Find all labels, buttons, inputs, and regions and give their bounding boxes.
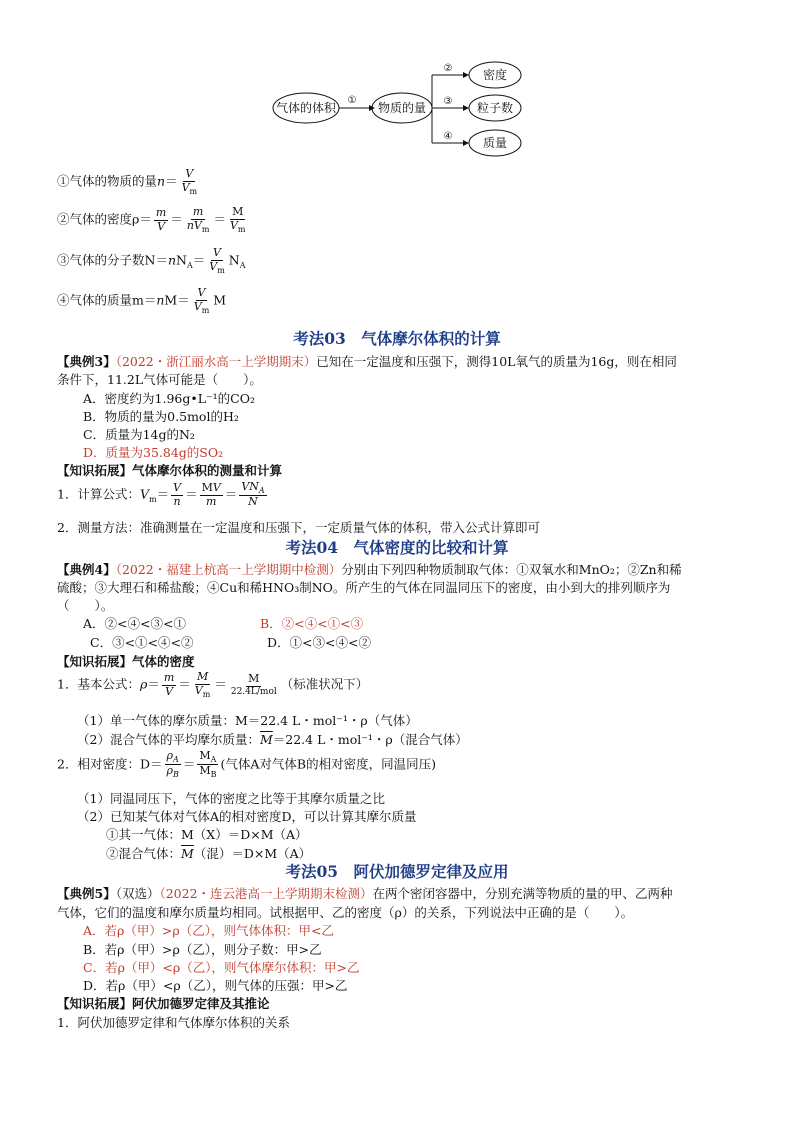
example-4-option-d: D．①<③<④<②	[267, 635, 371, 650]
arrow-2-label: ②	[443, 63, 453, 74]
example-5-option-a: A．若ρ（甲）>ρ（乙），则气体体积：甲<乙	[83, 923, 334, 938]
example-4-line3: （ ）。	[57, 598, 114, 613]
example-5-option-d: D．若ρ（甲）<ρ（乙），则气体的压强：甲>乙	[83, 978, 348, 993]
same-temp-pressure-rule: （1）同温同压下，气体的密度之比等于其摩尔质量之比	[77, 791, 385, 806]
example-4-option-a: A．②<④<③<①	[83, 616, 186, 631]
mixed-gas-molar-mass: （2）混合气体的平均摩尔质量：$\overline{M}=22.4$ L・mol⁻¹・ρ（混合气体）	[77, 732, 468, 747]
mixed-gas-case: ②混合气体：$\overline{M}$（混）＝D×M（A）	[106, 846, 312, 861]
concept-diagram	[0, 55, 794, 165]
formula-4: ④气体的质量m＝nM＝ $\frac{V}{V_m}$ M	[57, 286, 227, 315]
relative-density-formula: 2．相对密度：D＝ $\frac{\rho_A}{\rho_B}$ ＝ $\frac{M_A}{M_B}$ (气体A对气体B的相对密度，同温同压)	[57, 749, 436, 780]
node-volume-label: 气体的体积	[275, 101, 337, 115]
example-5-line2: 气体，它们的温度和摩尔质量均相同。试根据甲、乙的密度（ρ）的关系，下列说法中正确的是（ ）。	[57, 905, 634, 920]
example-5-option-b: B．若ρ（甲）>ρ（乙），则分子数：甲>乙	[83, 942, 322, 957]
example-3-line2: 条件下，11.2L气体可能是（ ）。	[57, 372, 262, 387]
molar-volume-formula: 1．计算公式：$V_m=$ $\frac{V}{n}$ ＝ $\frac{MV}{m}$ ＝ $\frac{VN_A}{N}$	[57, 480, 265, 509]
arrow-3-label: ③	[443, 96, 453, 107]
example-5-line1: 【典例5】（双选）（2022・连云港高一上学期期末检测）在两个密闭容器中，分别充满等物质的量的甲、乙两种	[57, 886, 673, 901]
example-3-option-a: A．密度约为1.96g•L⁻¹的CO₂	[83, 391, 255, 406]
single-gas-molar-mass: （1）单一气体的摩尔质量：M＝22.4 L・mol⁻¹・ρ（气体）	[77, 713, 418, 728]
density-basic-formula: 1．基本公式：ρ＝ $\frac{m}{V}$ ＝ $\frac{M}{V_m}$ ＝ $\frac{M}{\text{22.4L/mol}}$ （标准状况下）	[57, 670, 369, 699]
example-4-line1: 【典例4】（2022・福建上杭高一上学期期中检测）分别由下列四种物质制取气体：①双氧水和MnO₂；②Zn和稀	[57, 562, 682, 577]
node-particles-label: 粒子数	[476, 101, 514, 115]
section-04-title: 考法04 气体密度的比较和计算	[285, 538, 509, 557]
example-3-option-c: C．质量为14g的N₂	[83, 427, 195, 442]
avogadro-law-relation: 1．阿伏加德罗定律和气体摩尔体积的关系	[57, 1015, 290, 1030]
example-3-option-b: B．物质的量为0.5mol的H₂	[83, 409, 239, 424]
arrow-1-label: ①	[347, 95, 357, 106]
section-05-title: 考法05 阿伏加德罗定律及应用	[285, 862, 509, 881]
example-5-option-c: C．若ρ（甲）<ρ（乙），则气体摩尔体积：甲>乙	[83, 960, 360, 975]
node-density-label: 密度	[482, 68, 508, 82]
example-4-line2: 硫酸；③大理石和稀盐酸；④Cu和稀HNO₃制NO。所产生的气体在同温同压下的密度，由小到大的排列顺序为	[57, 580, 671, 595]
knowledge-ext-04: 【知识拓展】气体的密度	[57, 654, 195, 669]
measurement-method: 2．测量方法：准确测量在一定温度和压强下，一定质量气体的体积，带入公式计算即可	[57, 520, 540, 535]
single-gas-case: ①其一气体：M（X）＝D×M（A）	[106, 827, 308, 842]
formula-3: ③气体的分子数$N=nN_A=$ $\frac{V}{V_m}$ $N_A$	[57, 246, 246, 275]
formula-2: ②气体的密度ρ＝ $\frac{m}{V}$ ＝ $\frac{m}{nV_m}$ ＝ $\frac{M}{V_m}$	[57, 205, 246, 234]
section-03-title: 考法03 气体摩尔体积的计算	[293, 329, 501, 348]
relative-density-use: （2）已知某气体对气体A的相对密度D，可以计算其摩尔质量	[77, 809, 417, 824]
example-3-option-d: D．质量为35.84g的SO₂	[83, 445, 224, 460]
knowledge-ext-05: 【知识拓展】阿伏加德罗定律及其推论	[57, 996, 270, 1011]
knowledge-ext-03: 【知识拓展】气体摩尔体积的测量和计算	[57, 463, 283, 478]
example-4-option-c: C．③<①<④<②	[90, 635, 194, 650]
formula-1: ①气体的物质的量n＝ $\frac{V}{V_m}$	[57, 167, 198, 196]
node-mass-label: 质量	[482, 136, 508, 150]
arrow-4-label: ④	[443, 131, 453, 142]
node-amount-label: 物质的量	[377, 101, 427, 115]
example-4-option-b: B．②<④<①<③	[260, 616, 364, 631]
example-3-line1: 【典例3】（2022・浙江丽水高一上学期期末）已知在一定温度和压强下，测得10L氧气的质量为16g，则在相同	[57, 354, 677, 369]
